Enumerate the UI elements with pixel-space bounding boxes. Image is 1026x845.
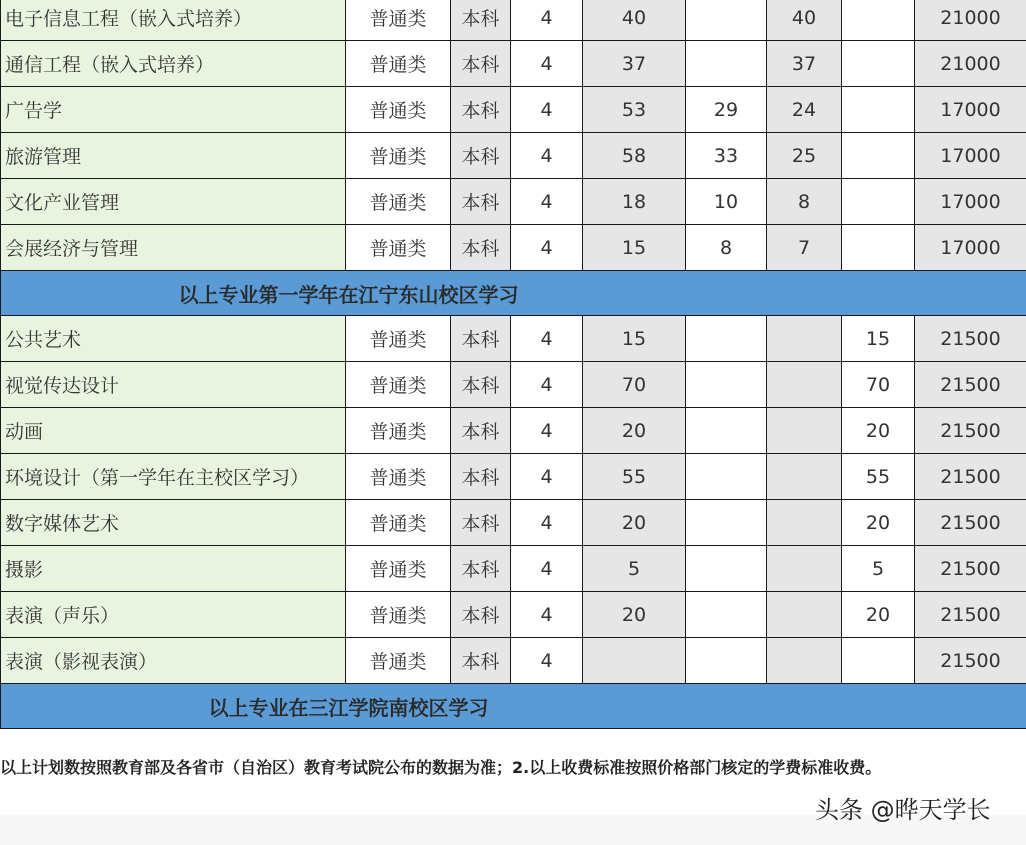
- table-row: [1, 0, 1026, 41]
- tuition-cell: 21500: [915, 638, 1026, 684]
- count-col1-cell: 29: [686, 87, 767, 133]
- category-cell: 普通类: [346, 500, 451, 546]
- level-cell: 本科: [451, 316, 511, 362]
- major-name-cell: 表演（影视表演）: [1, 638, 346, 684]
- count-col1-cell: [686, 316, 767, 362]
- count-col3-cell: [842, 41, 915, 87]
- level-cell: 本科: [451, 500, 511, 546]
- count-col2-cell: 8: [767, 179, 842, 225]
- campus-note-banner-2-text: 以上专业在三江学院南校区学习: [1, 684, 1026, 729]
- count-col2-cell: [767, 362, 842, 408]
- tuition-cell: 21500: [915, 362, 1026, 408]
- years-cell: 4: [511, 0, 583, 41]
- category-cell: 普通类: [346, 592, 451, 638]
- category-cell: 普通类: [346, 546, 451, 592]
- tuition-cell: 17000: [915, 179, 1026, 225]
- count-col3-cell: 15: [842, 316, 915, 362]
- level-cell: 本科: [451, 133, 511, 179]
- count-col2-cell: 40: [767, 0, 842, 41]
- campus-note-banner-1-text: 以上专业第一学年在江宁东山校区学习: [1, 271, 1026, 316]
- category-cell: 普通类: [346, 179, 451, 225]
- tuition-cell: 17000: [915, 225, 1026, 271]
- major-name-cell: 广告学: [1, 87, 346, 133]
- count-col1-cell: 10: [686, 179, 767, 225]
- level-cell: 本科: [451, 87, 511, 133]
- campus-note-banner-1: [1, 271, 1026, 316]
- table-row: [1, 179, 1026, 225]
- count-col1-cell: [686, 546, 767, 592]
- category-cell: 普通类: [346, 225, 451, 271]
- campus-note-banner-2: [1, 684, 1026, 729]
- years-cell: 4: [511, 179, 583, 225]
- table-row: [1, 133, 1026, 179]
- total-plan-cell: 15: [583, 225, 686, 271]
- count-col2-cell: 24: [767, 87, 842, 133]
- table-row: [1, 454, 1026, 500]
- category-cell: 普通类: [346, 362, 451, 408]
- table-row: [1, 592, 1026, 638]
- level-cell: 本科: [451, 41, 511, 87]
- tuition-cell: 17000: [915, 133, 1026, 179]
- years-cell: 4: [511, 225, 583, 271]
- category-cell: 普通类: [346, 133, 451, 179]
- count-col3-cell: 20: [842, 408, 915, 454]
- tuition-cell: 21500: [915, 592, 1026, 638]
- years-cell: 4: [511, 41, 583, 87]
- tuition-cell: 21000: [915, 41, 1026, 87]
- years-cell: 4: [511, 133, 583, 179]
- count-col1-cell: [686, 362, 767, 408]
- count-col1-cell: [686, 454, 767, 500]
- major-name-cell: 摄影: [1, 546, 346, 592]
- major-name-cell: 旅游管理: [1, 133, 346, 179]
- tuition-cell: 17000: [915, 87, 1026, 133]
- total-plan-cell: 18: [583, 179, 686, 225]
- major-name-cell: 通信工程（嵌入式培养）: [1, 41, 346, 87]
- table-row: [1, 638, 1026, 684]
- count-col3-cell: 5: [842, 546, 915, 592]
- major-name-cell: 文化产业管理: [1, 179, 346, 225]
- total-plan-cell: 58: [583, 133, 686, 179]
- major-name-cell: 会展经济与管理: [1, 225, 346, 271]
- tuition-cell: 21500: [915, 316, 1026, 362]
- count-col1-cell: [686, 0, 767, 41]
- years-cell: 4: [511, 592, 583, 638]
- years-cell: 4: [511, 638, 583, 684]
- level-cell: 本科: [451, 179, 511, 225]
- count-col1-cell: [686, 41, 767, 87]
- major-name-cell: 动画: [1, 408, 346, 454]
- years-cell: 4: [511, 87, 583, 133]
- total-plan-cell: 53: [583, 87, 686, 133]
- count-col1-cell: [686, 592, 767, 638]
- table-row: [1, 316, 1026, 362]
- count-col3-cell: 20: [842, 592, 915, 638]
- total-plan-cell: 37: [583, 41, 686, 87]
- count-col1-cell: 8: [686, 225, 767, 271]
- watermark: 头条 @晔天学长: [815, 796, 991, 824]
- major-name-cell: 表演（声乐）: [1, 592, 346, 638]
- count-col1-cell: 33: [686, 133, 767, 179]
- level-cell: 本科: [451, 362, 511, 408]
- years-cell: 4: [511, 500, 583, 546]
- years-cell: 4: [511, 454, 583, 500]
- total-plan-cell: 20: [583, 592, 686, 638]
- category-cell: 普通类: [346, 0, 451, 41]
- level-cell: 本科: [451, 592, 511, 638]
- category-cell: 普通类: [346, 454, 451, 500]
- table-body: [1, 0, 1026, 729]
- count-col2-cell: [767, 546, 842, 592]
- level-cell: 本科: [451, 638, 511, 684]
- table-row: [1, 225, 1026, 271]
- count-col1-cell: [686, 408, 767, 454]
- major-name-cell: 公共艺术: [1, 316, 346, 362]
- table-row: [1, 362, 1026, 408]
- level-cell: 本科: [451, 0, 511, 41]
- years-cell: 4: [511, 408, 583, 454]
- count-col2-cell: [767, 316, 842, 362]
- category-cell: 普通类: [346, 87, 451, 133]
- major-name-cell: 视觉传达设计: [1, 362, 346, 408]
- count-col3-cell: [842, 133, 915, 179]
- years-cell: 4: [511, 546, 583, 592]
- level-cell: 本科: [451, 546, 511, 592]
- years-cell: 4: [511, 316, 583, 362]
- total-plan-cell: [583, 638, 686, 684]
- level-cell: 本科: [451, 225, 511, 271]
- count-col2-cell: [767, 454, 842, 500]
- tuition-cell: 21500: [915, 500, 1026, 546]
- tuition-cell: 21000: [915, 0, 1026, 41]
- major-name-cell: 电子信息工程（嵌入式培养）: [1, 0, 346, 41]
- total-plan-cell: 5: [583, 546, 686, 592]
- count-col3-cell: [842, 87, 915, 133]
- category-cell: 普通类: [346, 41, 451, 87]
- count-col3-cell: [842, 638, 915, 684]
- table-row: [1, 87, 1026, 133]
- count-col3-cell: 55: [842, 454, 915, 500]
- count-col2-cell: [767, 408, 842, 454]
- table-row: [1, 546, 1026, 592]
- major-name-cell: 数字媒体艺术: [1, 500, 346, 546]
- count-col1-cell: [686, 500, 767, 546]
- count-col2-cell: 25: [767, 133, 842, 179]
- years-cell: 4: [511, 362, 583, 408]
- total-plan-cell: 20: [583, 408, 686, 454]
- table-row: [1, 408, 1026, 454]
- total-plan-cell: 15: [583, 316, 686, 362]
- count-col3-cell: [842, 179, 915, 225]
- count-col3-cell: 20: [842, 500, 915, 546]
- count-col2-cell: [767, 592, 842, 638]
- tuition-cell: 21500: [915, 454, 1026, 500]
- count-col2-cell: 7: [767, 225, 842, 271]
- total-plan-cell: 40: [583, 0, 686, 41]
- level-cell: 本科: [451, 454, 511, 500]
- count-col3-cell: [842, 225, 915, 271]
- major-name-cell: 环境设计（第一学年在主校区学习）: [1, 454, 346, 500]
- count-col2-cell: [767, 500, 842, 546]
- table-row: [1, 500, 1026, 546]
- category-cell: 普通类: [346, 316, 451, 362]
- total-plan-cell: 55: [583, 454, 686, 500]
- count-col3-cell: [842, 0, 915, 41]
- table-row: [1, 41, 1026, 87]
- category-cell: 普通类: [346, 638, 451, 684]
- count-col2-cell: [767, 638, 842, 684]
- count-col2-cell: 37: [767, 41, 842, 87]
- total-plan-cell: 20: [583, 500, 686, 546]
- level-cell: 本科: [451, 408, 511, 454]
- tuition-cell: 21500: [915, 546, 1026, 592]
- total-plan-cell: 70: [583, 362, 686, 408]
- tuition-cell: 21500: [915, 408, 1026, 454]
- category-cell: 普通类: [346, 408, 451, 454]
- footnote: 以上计划数按照教育部及各省市（自治区）教育考试院公布的数据为准；2.以上收费标准按照价格部门核定的学费标准收费。: [0, 758, 882, 777]
- count-col1-cell: [686, 638, 767, 684]
- count-col3-cell: 70: [842, 362, 915, 408]
